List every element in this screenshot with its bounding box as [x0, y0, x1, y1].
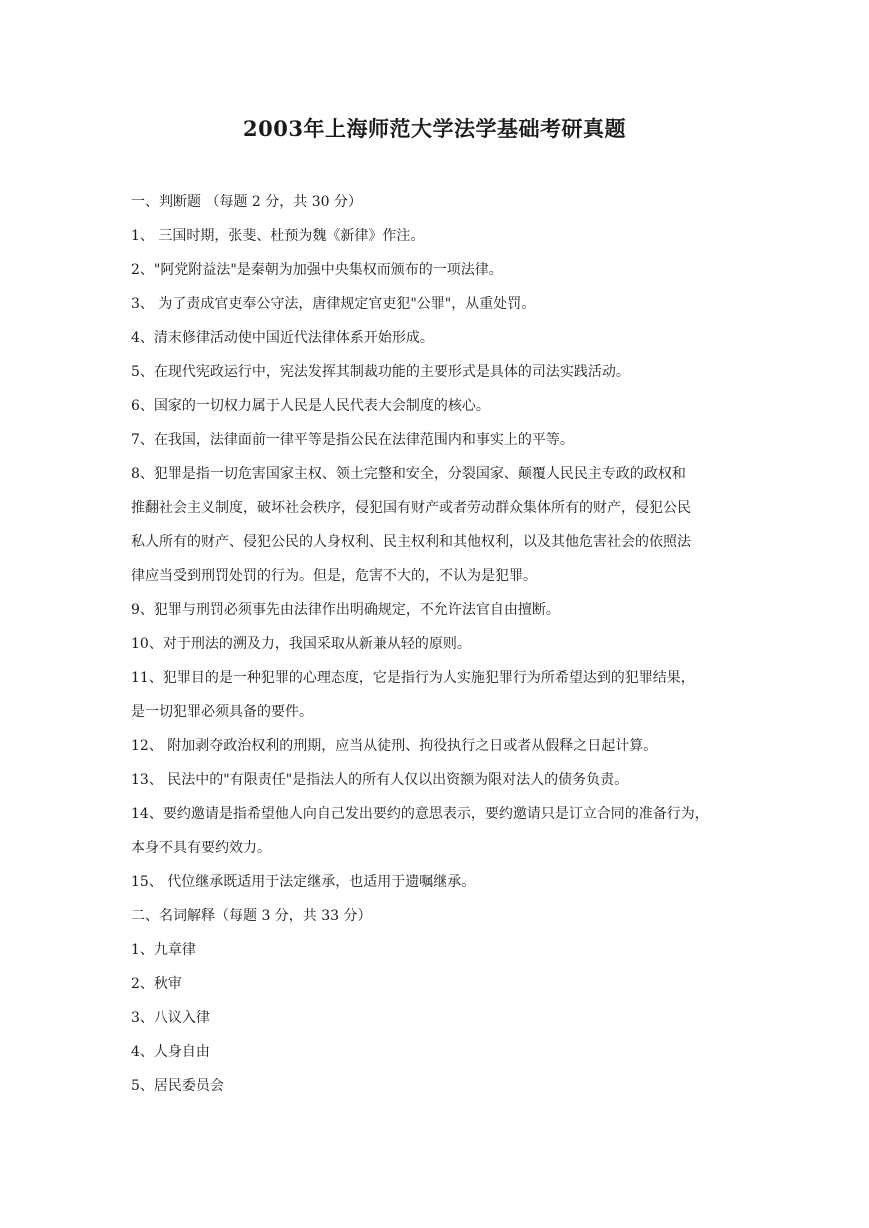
text-line: 4、人身自由 [131, 1044, 210, 1060]
text-line: 7、在我国，法律面前一律平等是指公民在法律范围内和事实上的平等。 [131, 432, 574, 448]
text-line: 13、 民法中的"有限责任"是指法人的所有人仅以出资额为限对法人的债务负责。 [131, 772, 629, 788]
text-line: 私人所有的财产、侵犯公民的人身权利、民主权利和其他权利，以及其他危害社会的依照法 [131, 534, 691, 550]
text-line: 5、居民委员会 [131, 1078, 224, 1094]
text-line: 推翻社会主义制度，破坏社会秩序，侵犯国有财产或者劳动群众集体所有的财产，侵犯公民 [131, 500, 691, 516]
text-line: 律应当受到刑罚处罚的行为。但是，危害不大的，不认为是犯罪。 [131, 568, 537, 584]
text-line: 3、 为了责成官吏奉公守法，唐律规定官吏犯"公罪"，从重处罚。 [131, 296, 536, 312]
text-line: 11、犯罪目的是一种犯罪的心理态度，它是指行为人实施犯罪行为所希望达到的犯罪结果， [131, 670, 695, 686]
text-line: 1、 三国时期，张斐、杜预为魏《新律》作注。 [131, 228, 425, 244]
text-line: 4、清末修律活动使中国近代法律体系开始形成。 [131, 330, 434, 346]
document-body [131, 190, 741, 1108]
text-line: 一、判断题 （每题 2 分，共 30 分） [131, 194, 362, 210]
text-line: 2、"阿党附益法"是秦朝为加强中央集权而颁布的一项法律。 [131, 262, 503, 278]
text-line: 1、九章律 [131, 942, 196, 958]
text-line: 14、要约邀请是指希望他人向自己发出要约的意思表示，要约邀请只是订立合同的准备行为， [131, 806, 709, 822]
text-line: 是一切犯罪必须具备的要件。 [131, 704, 313, 720]
text-line: 二、名词解释（每题 3 分，共 33 分） [131, 908, 372, 924]
text-line: 6、国家的一切权力属于人民是人民代表大会制度的核心。 [131, 398, 490, 414]
document-title: 2003年上海师范大学法学基础考研真题 [243, 116, 626, 141]
text-line: 2、秋审 [131, 976, 182, 992]
text-line: 9、犯罪与刑罚必须事先由法律作出明确规定，不允许法官自由擅断。 [131, 602, 560, 618]
text-line: 12、 附加剥夺政治权利的刑期，应当从徒刑、拘役执行之日或者从假释之日起计算。 [131, 738, 658, 754]
text-line: 5、在现代宪政运行中，宪法发挥其制裁功能的主要形式是具体的司法实践活动。 [131, 364, 630, 380]
text-line: 3、八议入律 [131, 1010, 210, 1026]
text-line: 10、对于刑法的溯及力，我国采取从新兼从轻的原则。 [131, 636, 471, 652]
text-line: 8、犯罪是指一切危害国家主权、领土完整和安全，分裂国家、颠覆人民民主专政的政权和 [131, 466, 686, 482]
text-line: 本身不具有要约效力。 [131, 840, 271, 856]
text-line: 15、 代位继承既适用于法定继承，也适用于遗嘱继承。 [131, 874, 476, 890]
